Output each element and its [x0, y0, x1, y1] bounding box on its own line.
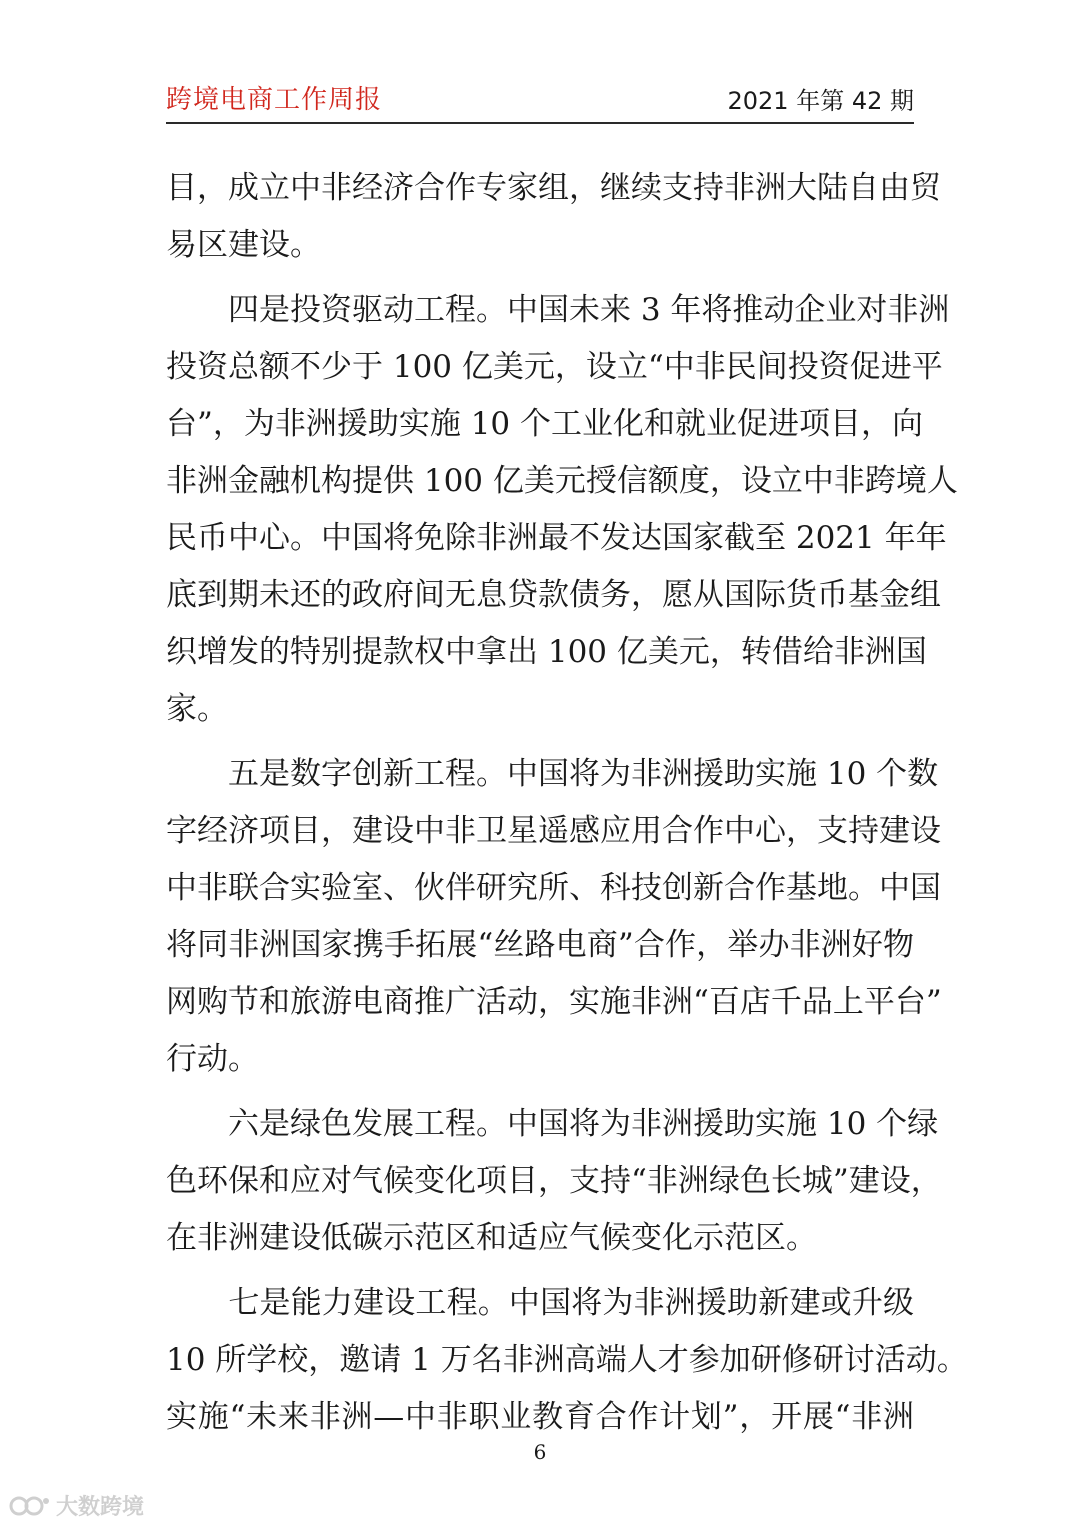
- text-line: 10 所学校，邀请 1 万名非洲高端人才参加研修研讨活动。: [166, 1342, 968, 1378]
- text-line: 家。: [166, 691, 228, 727]
- text-line: 易区建设。: [166, 227, 321, 263]
- text-line: 台”，为非洲援助实施 10 个工业化和就业促进项目，向: [166, 406, 924, 442]
- text-line: 底到期未还的政府间无息贷款债务，愿从国际货币基金组: [166, 577, 941, 613]
- text-line: 中非联合实验室、伙伴研究所、科技创新合作基地。中国: [166, 870, 941, 906]
- text-line: 五是数字创新工程。中国将为非洲援助实施 10 个数: [166, 756, 939, 792]
- logo-icon: [8, 1493, 52, 1519]
- publication-title: 跨境电商工作周报: [166, 85, 383, 115]
- text-line: 目，成立中非经济合作专家组，继续支持非洲大陆自由贸: [166, 170, 941, 206]
- text-line: 在非洲建设低碳示范区和适应气候变化示范区。: [166, 1220, 817, 1256]
- text-line: 织增发的特别提款权中拿出 100 亿美元，转借给非洲国: [166, 634, 927, 670]
- text-line: 投资总额不少于 100 亿美元，设立“中非民间投资促进平: [166, 349, 943, 385]
- text-line: 网购节和旅游电商推广活动，实施非洲“百店千品上平台”: [166, 984, 942, 1020]
- issue-number: 2021 年第 42 期: [727, 87, 914, 115]
- watermark: [8, 1490, 144, 1521]
- text-line: 民币中心。中国将免除非洲最不发达国家截至 2021 年年: [166, 520, 947, 556]
- text-line: 七是能力建设工程。中国将为非洲援助新建或升级: [166, 1285, 914, 1321]
- text-line: 非洲金融机构提供 100 亿美元授信额度，设立中非跨境人: [166, 463, 958, 499]
- page-number: 6: [533, 1440, 547, 1464]
- text-line: 四是投资驱动工程。中国未来 3 年将推动企业对非洲: [166, 292, 950, 328]
- text-line: 实施“未来非洲—中非职业教育合作计划”，开展“非洲: [166, 1399, 914, 1435]
- text-line: 六是绿色发展工程。中国将为非洲援助实施 10 个绿: [166, 1106, 939, 1142]
- text-line: 色环保和应对气候变化项目，支持“非洲绿色长城”建设，: [166, 1163, 942, 1199]
- page-header: [166, 72, 914, 124]
- watermark-text: 大数跨境: [56, 1495, 145, 1520]
- text-line: 字经济项目，建设中非卫星遥感应用合作中心，支持建设: [166, 813, 941, 849]
- document-body: [166, 160, 968, 1446]
- text-line: 将同非洲国家携手拓展“丝路电商”合作，举办非洲好物: [166, 927, 914, 963]
- text-line: 行动。: [166, 1041, 259, 1077]
